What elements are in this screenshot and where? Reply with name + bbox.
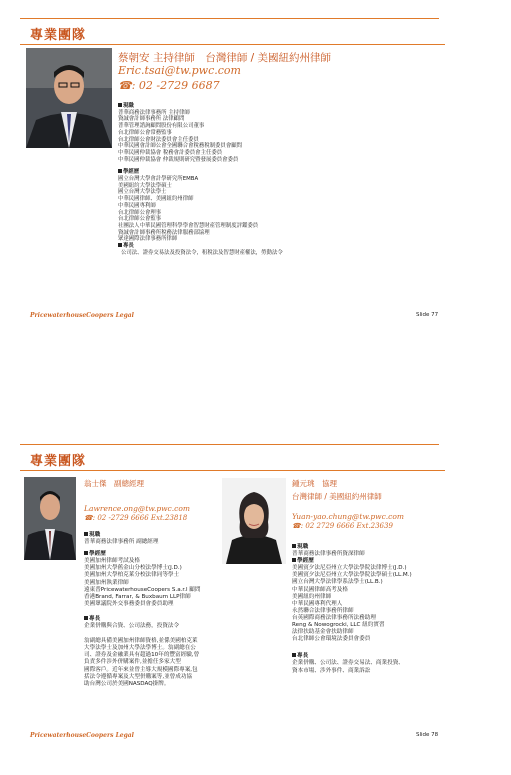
portrait-image — [26, 48, 112, 148]
phone-icon: ☎ — [118, 79, 132, 92]
top-rule — [20, 444, 439, 445]
title-rule — [20, 44, 445, 45]
section-heading: 專長 — [292, 653, 412, 660]
detail-line: 遠東普PricewaterhouseCoopers S.a.r.l 顧問 — [84, 586, 201, 593]
slide-number: Slide 77 — [416, 312, 439, 318]
detail-line: 美國賓夕法尼亞州立大學法學院法律博士(J.D.) — [292, 565, 407, 572]
detail-line: 中華民國仲裁協會 稅務會計委員會主任委員 — [118, 149, 223, 156]
paragraph-line: 國際客戶。近年來並曾主導大規模國際專案,包 — [84, 666, 198, 673]
detail-line: 普華商務法律事務所 主持律師 — [118, 109, 190, 116]
detail-line: 中華民國律師、美國紐約州律師 — [118, 196, 194, 203]
person-name-title: 蔡朝安 主持律師 台灣律師 / 美國紐約州律師 — [118, 52, 332, 64]
detail-line: 眾達國際法律事務所律師 — [118, 236, 178, 243]
detail-line: 美國加州律師考試及格 — [84, 558, 140, 565]
portrait-photo-left — [24, 477, 76, 560]
footer-brand: PricewaterhouseCoopers Legal — [30, 312, 134, 319]
phone-icon: ☎ — [84, 514, 93, 522]
section-heading: 現職 — [292, 544, 412, 551]
left-email-link[interactable]: Lawrence.ong@tw.pwc.com — [84, 504, 190, 513]
detail-line: 台北律師公會監事 — [118, 216, 162, 223]
phone-number — [118, 79, 220, 92]
detail-line: 中華民國專利師 — [118, 202, 156, 209]
detail-line: 資本市場、涉外事件、商業訴訟 — [292, 667, 371, 674]
detail-line: 中華民國仲裁協會 仲裁規則研究暨發展委員會委員 — [118, 156, 239, 163]
portrait-photo-right — [222, 478, 286, 564]
detail-line: 社團法人中華民國管理科學學會智慧財產管理制度評鑑委員 — [118, 222, 259, 229]
detail-line: 國立台灣大學法學士 — [118, 189, 167, 196]
detail-line: 台北律師公會環境法委員會委員 — [292, 636, 371, 643]
detail-line: 企業併購與合資、公司法務，投資法令 — [84, 623, 180, 630]
paragraph-line: 助台灣公司於美國NASDAQ掛牌。 — [84, 680, 170, 687]
detail-line: 法律扶助基金會扶助律師 — [292, 629, 354, 636]
profile-details — [118, 103, 283, 256]
right-phone-number — [292, 522, 393, 530]
right-email-link[interactable]: Yuan-yao.chung@tw.pwc.com — [292, 512, 404, 521]
right-person-name: 鍾元珧 協理 — [292, 479, 337, 488]
detail-line: 永然聯合法律事務所律師 — [292, 607, 354, 614]
detail-line: 普華商務法律事務所資深律師 — [292, 551, 365, 558]
section-heading: 學經歷 — [118, 169, 283, 176]
portrait-photo — [26, 48, 112, 148]
paragraph-line: 括法令遵循專案及大型併購案等,並曾成功協 — [84, 673, 193, 680]
left-profile-details — [84, 532, 201, 688]
detail-line: 中華民國專利代理人 — [292, 600, 343, 607]
detail-line: 國立台灣大學會計學研究所EMBA — [118, 176, 199, 183]
section-heading: 學經歷 — [292, 558, 412, 565]
detail-line: 資誠會計師事務所稅務法律服務部協理 — [118, 229, 210, 236]
section-heading: 現職 — [84, 532, 201, 539]
detail-line: 美國紐約大學法學碩士 — [118, 182, 172, 189]
detail-line: 美國眾議院外交事務委員會委員助理 — [84, 600, 174, 607]
detail-line: 美國加州執業律師 — [84, 579, 129, 586]
left-person-name: 翁士傑 副總經理 — [84, 479, 144, 488]
phone-text: : 02 2729 6666 Ext.23639 — [300, 522, 393, 530]
phone-text: : 02 -2729 6687 — [131, 79, 220, 92]
title-rule — [20, 470, 445, 471]
detail-line: 國立台灣大學法律學系法學士(LL.B.) — [292, 579, 383, 586]
section-heading: 專長 — [84, 616, 201, 623]
paragraph-line: 翁副總具備美國加州律師資格,並係美國柏克萊 — [84, 638, 198, 645]
detail-line: 台北律師公會理事 — [118, 209, 162, 216]
detail-line: 美國加州大學舊金山分校法學博士(J.D.) — [84, 565, 182, 572]
portrait-image — [222, 478, 286, 564]
section-heading: 現職 — [118, 103, 283, 110]
page-title: 專業團隊 — [30, 28, 87, 43]
detail-line: 台英國際商務法律事務所法務助理 — [292, 614, 376, 621]
detail-line: 台北律師公會財法委員會主任委員 — [118, 136, 199, 143]
detail-line: 普華管理諮詢顧問股份有限公司董事 — [118, 123, 205, 130]
slide-78 — [0, 436, 511, 775]
detail-line: 普華商務法律事務所 副總經理 — [84, 539, 159, 546]
portrait-image — [24, 477, 76, 560]
detail-line: Reng & Nowogrocki, LLC 紐約實習 — [292, 622, 385, 629]
footer-brand: PricewaterhouseCoopers Legal — [30, 732, 134, 739]
slide-number: Slide 78 — [416, 732, 439, 738]
paragraph-line: 大學法學士及加州大學法學博士。翁副總在公 — [84, 645, 196, 652]
detail-line: 中華民國會計師公會全國聯合會稅務稅制委員會顧問 — [118, 143, 242, 150]
left-phone-number — [84, 514, 187, 522]
paragraph-line: 司、證券及金融業具有超過10年的豐富經驗,曾 — [84, 652, 200, 659]
right-profile-details — [292, 544, 412, 675]
detail-line: 台北律師公會常務監事 — [118, 129, 172, 136]
slide-77 — [0, 0, 511, 330]
top-rule — [20, 18, 439, 19]
detail-line: 美國賓夕法尼亞州立大學法學院法學碩士(LL.M.) — [292, 572, 412, 579]
right-person-subtitle: 台灣律師 / 美國紐約州律師 — [292, 492, 382, 501]
section-heading: 學經歷 — [84, 551, 201, 558]
detail-line: 香港Brand, Farrar, & Buxbaum LLP律師 — [84, 593, 191, 600]
phone-text: : 02 -2729 6666 Ext.23818 — [92, 514, 188, 522]
detail-line: 公司法、證券交易法及投資法令，租稅法及智慧財產權法，勞動法令 — [121, 249, 283, 256]
paragraph-line: 負責多件涉外併購案件,並擔任多家大型 — [84, 659, 181, 666]
email-link[interactable]: Eric.tsai@tw.pwc.com — [118, 64, 241, 77]
section-heading: 專長 — [118, 243, 283, 250]
detail-line: 企業併購、公司法、證券交易法、商業投資、 — [292, 660, 404, 667]
detail-line: 中華民國律師高考及格 — [292, 586, 348, 593]
page-title: 專業團隊 — [30, 454, 87, 469]
detail-line: 美國紐約州律師 — [292, 593, 332, 600]
detail-line: 美國加州大學柏克萊分校法律同等學士 — [84, 572, 180, 579]
detail-line: 資誠會計師事務所 法律顧問 — [118, 116, 185, 123]
phone-icon: ☎ — [292, 522, 301, 530]
